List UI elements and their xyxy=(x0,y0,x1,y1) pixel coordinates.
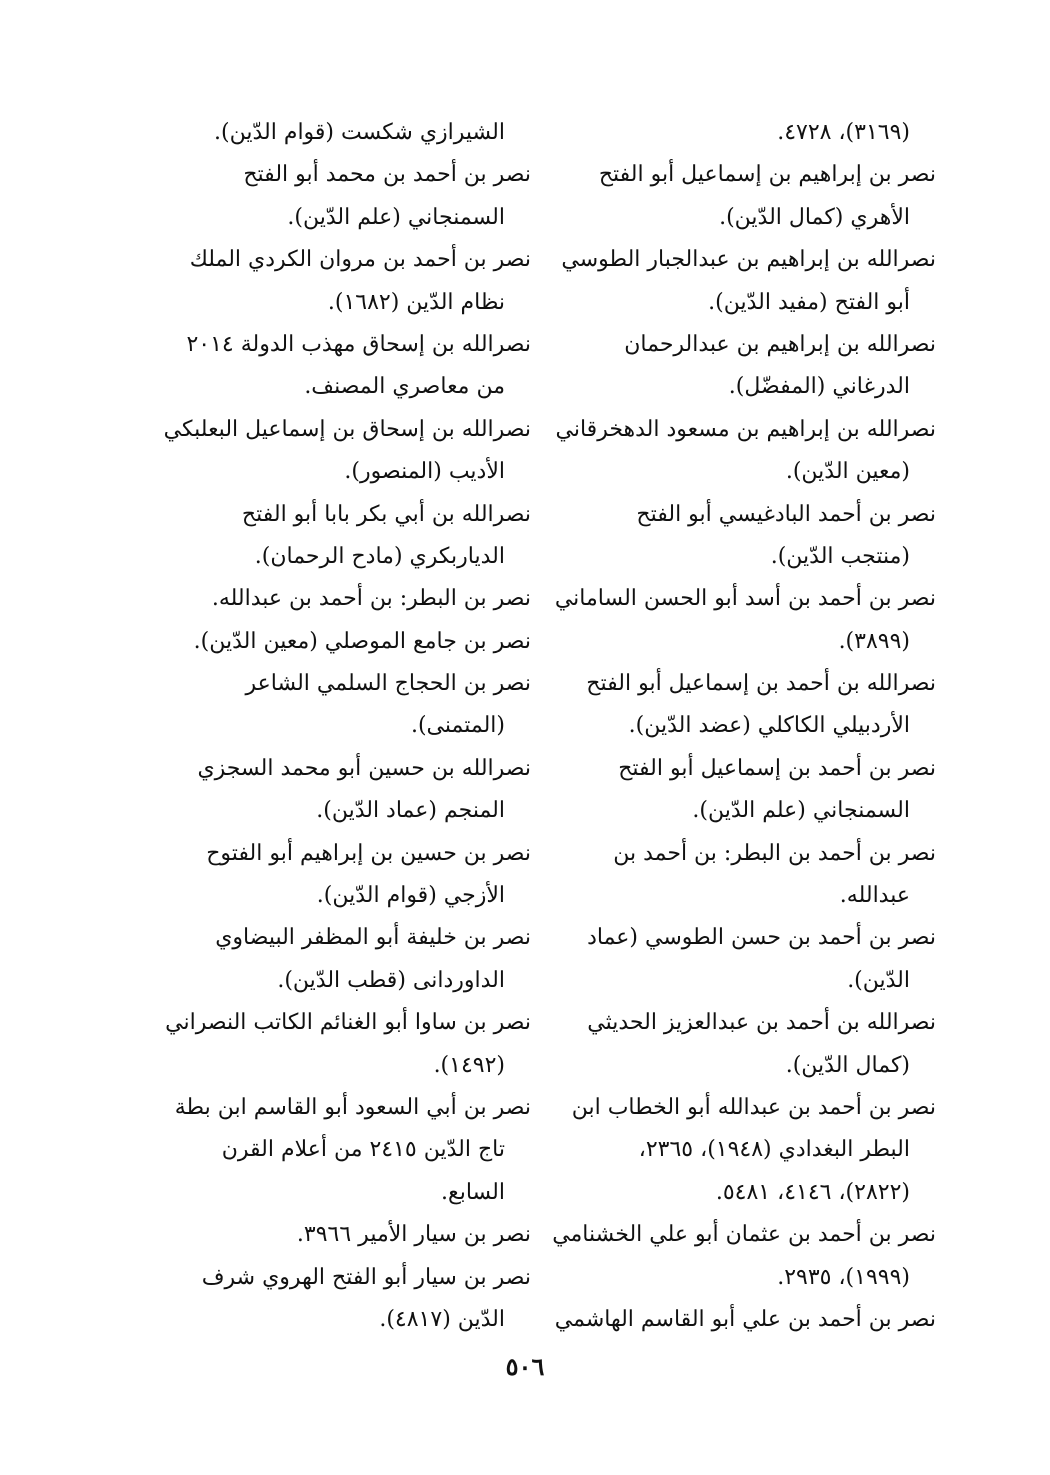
entry-continuation-line: (معين الدّين). xyxy=(785,459,910,485)
entry-line: نصر بن سيار الأمير ٣٩٦٦. xyxy=(296,1222,531,1248)
entry-continuation-line: (١٩٩٩)، ٢٩٣٥. xyxy=(777,1264,910,1290)
entry-line: نصر بن أحمد البادغيسي أبو الفتح xyxy=(636,501,936,527)
entry-line: نصر بن أحمد بن علي أبو القاسم الهاشمي xyxy=(554,1306,936,1332)
entry-continuation-line: السمنجاني (علم الدّين). xyxy=(692,798,910,824)
entry-line: نصرالله بن أحمد بن عبدالعزيز الحديثي xyxy=(587,1010,936,1036)
entry-continuation-line: الأردبيلي الكاكلي (عضد الدّين). xyxy=(628,713,910,739)
left-column xyxy=(135,112,531,1341)
entry-continuation-line: (منتجب الدّين). xyxy=(770,543,910,569)
entry-line: نصر بن إبراهيم بن إسماعيل أبو الفتح xyxy=(598,162,936,188)
entry-continuation-line: المنجم (عماد الدّين). xyxy=(316,798,505,824)
entry-continuation-line: تاج الدّين ٢٤١٥ من أعلام القرن xyxy=(221,1137,505,1163)
entry-continuation-line: (المتمنى). xyxy=(410,713,505,739)
entry-continuation-line: الأديب (المنصور). xyxy=(344,459,505,485)
right-column xyxy=(540,112,936,1341)
entry-line: نصرالله بن أحمد بن إسماعيل أبو الفتح xyxy=(586,671,936,697)
entry-line: نصر بن أحمد بن أسد أبو الحسن الساماني xyxy=(554,586,936,612)
entry-line: نصرالله بن إسحاق بن إسماعيل البعلبكي xyxy=(163,416,531,442)
entry-continuation-line: الدياربكري (مادح الرحمان). xyxy=(254,543,505,569)
entry-continuation-line: (٣١٦٩)، ٤٧٢٨. xyxy=(777,120,910,145)
entry-line: نصرالله بن إبراهيم بن مسعود الدهخرقاني xyxy=(555,416,936,442)
entry-continuation-line: الدرغاني (المفضّل). xyxy=(728,374,910,400)
entry-line: نصرالله بن أبي بكر بابا أبو الفتح xyxy=(241,501,531,527)
entry-continuation-line: (كمال الدّين). xyxy=(785,1052,910,1078)
entry-line: نصر بن خليفة أبو المظفر البيضاوي xyxy=(215,925,531,951)
entry-continuation-line: السابع. xyxy=(441,1179,505,1205)
entry-continuation-line: الأهري (كمال الدّين). xyxy=(719,204,910,230)
entry-continuation-line: الدّين). xyxy=(847,967,910,993)
entry-line: نصرالله بن إبراهيم بن عبدالرحمان xyxy=(624,331,936,357)
entry-line: نصر بن البطر: بن أحمد بن عبدالله. xyxy=(211,586,531,612)
entry-continuation-line: نظام الدّين (١٦٨٢). xyxy=(327,289,505,315)
entry-continuation-line: الأزجي (قوام الدّين). xyxy=(316,883,505,909)
entry-continuation-line: البطر البغدادي (١٩٤٨)، ٢٣٦٥، xyxy=(638,1137,910,1163)
entry-line: نصر بن أحمد بن مروان الكردي الملك xyxy=(189,247,531,273)
entry-line: نصر بن حسين بن إبراهيم أبو الفتوح xyxy=(206,840,531,866)
entry-line: نصر بن أحمد بن محمد أبو الفتح xyxy=(243,162,531,188)
entry-line: نصر بن الحجاج السلمي الشاعر xyxy=(245,671,531,697)
entry-continuation-line: (٣٨٩٩). xyxy=(838,628,910,654)
entry-continuation-line: الدّين (٤٨١٧). xyxy=(379,1306,505,1332)
entry-line: نصرالله بن إبراهيم بن عبدالجبار الطوسي xyxy=(561,247,936,273)
entry-line: نصرالله بن حسين أبو محمد السجزي xyxy=(197,755,531,781)
entry-line: نصر بن أحمد بن إسماعيل أبو الفتح xyxy=(618,755,936,781)
entry-continuation-line: (١٤٩٢). xyxy=(433,1052,505,1078)
entry-line: نصر بن أحمد بن عثمان أبو علي الخشنامي xyxy=(552,1222,936,1248)
entry-line: نصرالله بن إسحاق مهذب الدولة ٢٠١٤ xyxy=(186,331,531,357)
entry-continuation-line: (٢٨٢٢)، ٤١٤٦، ٥٤٨١. xyxy=(715,1179,910,1205)
entry-line: نصر بن ساوا أبو الغنائم الكاتب النصراني xyxy=(165,1010,531,1036)
entry-line: نصر بن جامع الموصلي (معين الدّين). xyxy=(193,628,531,654)
entry-line: نصر بن سيار أبو الفتح الهروي شرف xyxy=(201,1264,531,1290)
entry-continuation-line: السمنجاني (علم الدّين). xyxy=(287,204,505,230)
entry-continuation-line: الداوردانى (قطب الدّين). xyxy=(277,967,505,993)
entry-continuation-line: عبدالله. xyxy=(839,883,910,909)
entry-line: نصر بن أحمد بن عبدالله أبو الخطاب ابن xyxy=(571,1094,936,1120)
entry-continuation-line: من معاصري المصنف. xyxy=(304,374,505,400)
page-number: ٥٠٦ xyxy=(505,1352,545,1381)
entry-line: نصر بن أحمد بن البطر: بن أحمد بن xyxy=(613,840,936,866)
entry-line: نصر بن أبي السعود أبو القاسم ابن بطة xyxy=(174,1094,531,1120)
entry-continuation-line: أبو الفتح (مفيد الدّين). xyxy=(708,289,910,315)
entry-continuation-line: الشيرازي شكست (قوام الدّين). xyxy=(214,120,505,145)
entry-line: نصر بن أحمد بن حسن الطوسي (عماد xyxy=(587,925,936,951)
